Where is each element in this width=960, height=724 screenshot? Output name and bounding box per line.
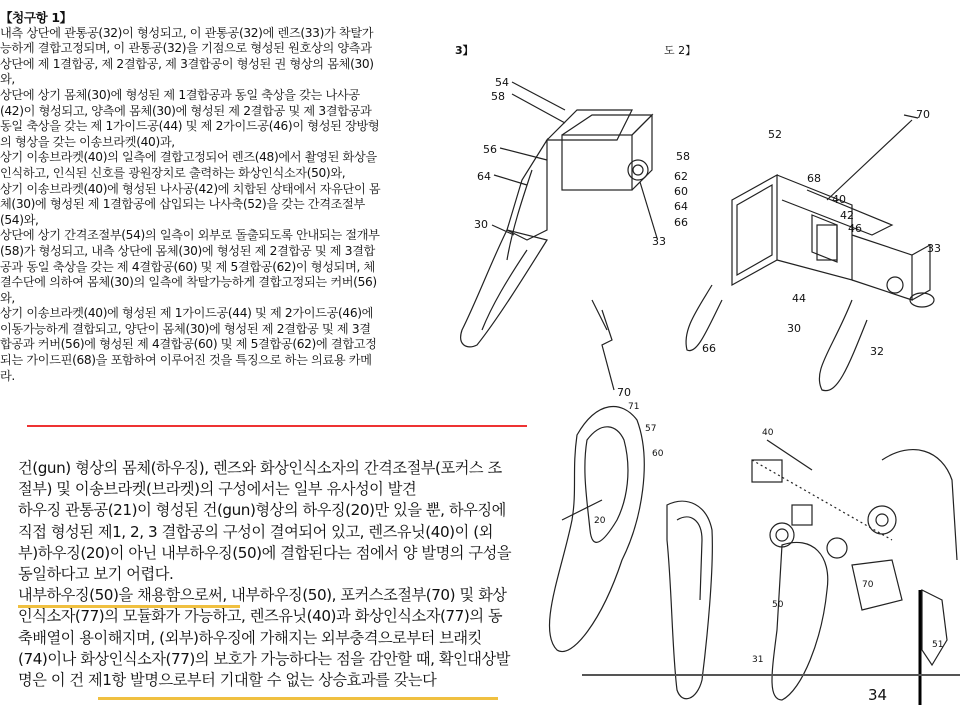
drawing-label: 60 — [652, 449, 664, 459]
claim-line: 되는 가이드핀(68)을 포함하여 이루어진 것을 특징으로 하는 의료용 카메 — [0, 353, 372, 368]
drawing-label: 56 — [483, 143, 497, 156]
drawing-label: 40 — [832, 193, 846, 206]
body-line: 내부하우징(50)을 채용함으로써, 내부하우징(50), 포커스조절부(70) 및 화상 — [18, 586, 507, 605]
body-line: 부)하우징(20)이 아닌 내부하우징(50)에 결합된다는 점에서 양 발명의 구성을 — [18, 543, 512, 562]
drawing-label: 70 — [916, 108, 930, 121]
drawing-label: 60 — [674, 185, 688, 198]
claim-line: 와, — [0, 290, 15, 305]
body-line: 건(gun) 형상의 몸체(하우징), 렌즈와 화상인식소자의 간격조절부(포커스 조 — [18, 459, 502, 477]
claim-line: 상기 이송브라켓(40)에 형성된 제 1가이드공(44) 및 제 2가이드공(46)에 — [0, 306, 374, 321]
patent-drawings — [452, 0, 960, 720]
body-line: 명은 이 건 제1항 발명으로부터 기대할 수 없는 상승효과를 갖는다 — [18, 671, 437, 690]
drawing-label: 71 — [628, 402, 640, 412]
claim-line: 상단에 상기 간격조절부(54)의 일측이 외부로 돌출되도록 안내되는 절개부 — [0, 228, 380, 243]
drawing-label: 62 — [674, 170, 688, 183]
drawing-label: 66 — [702, 342, 716, 355]
drawing-label: 58 — [491, 90, 505, 103]
drawing-label: 70 — [617, 386, 631, 399]
figure-caption: 도 2】 — [664, 44, 697, 57]
body-line: 절부) 및 이송브라켓(브라켓)의 구성에서는 일부 유사성이 발견 — [18, 480, 417, 499]
drawing-label: 32 — [870, 345, 884, 358]
drawing-label: 33 — [652, 235, 666, 248]
drawing-label: 30 — [474, 218, 488, 231]
body-line: (74)이나 화상인식소자(77)의 보호가 가능하다는 점을 감안할 때, 확인대상발 — [18, 649, 510, 668]
claim-line: (58)가 형성되고, 내측 상단에 몸체(30)에 형성된 제 2결합공 및 제 3결합 — [0, 243, 375, 258]
drawing-label: 68 — [807, 172, 821, 185]
claim-text-block — [0, 10, 452, 384]
claim-line: 상단에 제 1결합공, 제 2결합공, 제 3결합공이 형성된 권 형상의 몸체(30) — [0, 56, 374, 71]
body-line: 인식소자(77)의 모듈화가 가능하고, 렌즈유닛(40)과 화상인식소자(77)의 동 — [18, 607, 503, 626]
claim-line: 동일 축상을 갖는 제 1가이드공(44) 및 제 2가이드공(46)이 형성된 장방형 — [0, 119, 380, 134]
drawing-label: 52 — [768, 128, 782, 141]
claim-line: 상단에 상기 몸체(30)에 형성된 제 1결합공과 동일 축상을 갖는 나사공 — [0, 87, 360, 102]
drawing-label: 20 — [594, 516, 606, 526]
patent-figures — [452, 0, 960, 720]
claim-line: 라. — [0, 368, 15, 383]
claim-line: 와, — [0, 72, 15, 87]
claim-header: 【청구항 1】 — [0, 10, 72, 25]
claim-line: 상기 이송브라켓(40)에 형성된 나사공(42)에 치합된 상태에서 자유단이 몸 — [0, 181, 381, 196]
claim-line: 공과 동일 축상을 갖는 제 4결합공(60) 및 제 5결합공(62)이 형성되며, 체 — [0, 259, 375, 274]
drawing-label: 64 — [674, 200, 688, 213]
claim-line: (42)이 형성되고, 양측에 몸체(30)에 형성된 제 2결합공 및 제 3결합공과 — [0, 103, 372, 118]
drawing-label: 66 — [674, 216, 688, 229]
drawing-label: 44 — [792, 292, 806, 305]
claim-line: 상기 이송브라켓(40)의 일측에 결합고정되어 렌즈(48)에서 촬영된 화상을 — [0, 150, 377, 165]
claim-line: (54)와, — [0, 212, 39, 227]
drawing-label: 57 — [645, 424, 657, 434]
body-line: 직접 형성된 제1, 2, 3 결합공의 구성이 결여되어 있고, 렌즈유닛(40)이 (외 — [18, 522, 493, 541]
claim-line: 결수단에 의하여 몸체(30)의 일측에 착탈가능하게 결합고정되는 커버(56) — [0, 275, 377, 290]
claim-line: 이동가능하게 결합되고, 양단이 몸체(30)에 형성된 제 2결합공 및 제 3결 — [0, 321, 371, 336]
drawing-label: 30 — [787, 322, 801, 335]
highlight-underline — [18, 605, 240, 608]
drawing-label: 33 — [927, 242, 941, 255]
drawing-label: 51 — [932, 640, 944, 650]
claim-line: 합공과 커버(56)에 형성된 제 4결합공(60) 및 제 5결합공(62)에 결합고정 — [0, 337, 377, 352]
drawing-label: 70 — [862, 580, 874, 590]
body-line: 축배열이 용이해지며, (외부)하우징에 가해지는 외부충격으로부터 브래킷 — [18, 628, 482, 647]
figure-caption: 3】 — [455, 44, 474, 57]
drawing-label: 31 — [752, 655, 764, 665]
drawing-label: 50 — [772, 600, 784, 610]
drawing-label: 58 — [676, 150, 690, 163]
body-line: 하우징 관통공(21)이 형성된 건(gun)형상의 하우징(20)만 있을 뿐, 하우징에 — [18, 501, 506, 520]
body-line: 동일하다고 보기 어렵다. — [18, 565, 174, 584]
drawing-label: 42 — [840, 209, 854, 222]
drawing-label: 64 — [477, 170, 491, 183]
claim-line: 의 형상을 갖는 이송브라켓(40)과, — [0, 134, 175, 149]
claim-line: 내측 상단에 관통공(32)이 형성되고, 이 관통공(32)에 렌즈(33)가 착탈가 — [0, 25, 374, 40]
claim-line: 체(30)에 형성된 제 1결합공에 삽입되는 나사축(52)을 갖는 간격조절부 — [0, 197, 365, 212]
drawing-label: 40 — [762, 428, 774, 438]
drawing-label: 54 — [495, 76, 509, 89]
claim-line: 인식하고, 인식된 신호를 광원장치로 출력하는 화상인식소자(50)와, — [0, 165, 346, 180]
drawing-label: 46 — [848, 222, 862, 235]
claim-line: 능하게 결합고정되며, 이 관통공(32)을 기점으로 형성된 원호상의 양측과 — [0, 41, 372, 56]
page-number: 34 — [868, 686, 888, 704]
highlight-underline — [98, 697, 498, 700]
